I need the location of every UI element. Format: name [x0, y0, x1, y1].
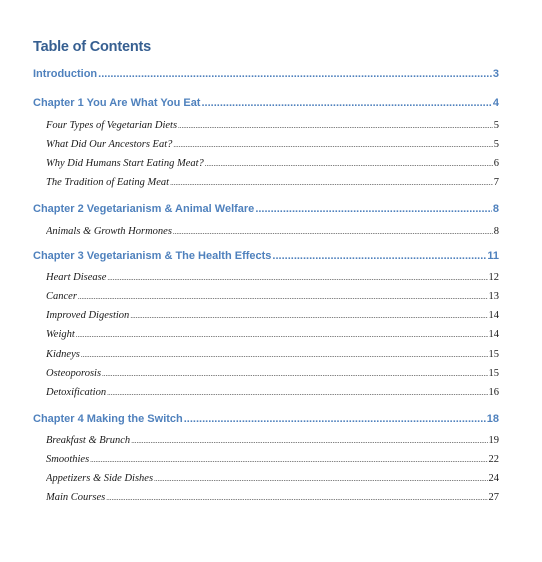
toc-entry-four-types[interactable]: [46, 120, 499, 131]
dot-leader: [81, 351, 488, 359]
toc-entry-label: Detoxification: [46, 387, 107, 398]
toc-page-number: 15: [488, 368, 499, 379]
toc-entry-label: Chapter 4 Making the Switch: [33, 413, 183, 425]
dot-leader: [107, 274, 487, 282]
toc-page-number: 4: [492, 97, 499, 109]
toc-entry-smoothies[interactable]: [46, 454, 499, 465]
toc-entry-label: Chapter 3 Vegetarianism & The Health Effects: [33, 250, 272, 262]
dot-leader: [130, 312, 487, 320]
toc-entry-label: Heart Disease: [46, 272, 107, 283]
toc-entry-label: Four Types of Vegetarian Diets: [46, 120, 178, 131]
toc-entry-breakfast[interactable]: [46, 435, 499, 446]
toc-page-number: 16: [488, 387, 499, 398]
toc-entry-heart-disease[interactable]: [46, 272, 499, 283]
toc-entry-appetizers[interactable]: [46, 473, 499, 484]
toc-entry-label: Animals & Growth Hormones: [46, 226, 172, 237]
toc-entry-label: Weight: [46, 329, 75, 340]
dot-leader: [272, 250, 486, 262]
toc-page-number: 11: [487, 250, 499, 262]
dot-leader: [76, 331, 488, 339]
toc-page-number: 8: [492, 203, 499, 215]
dot-leader: [205, 160, 493, 168]
dot-leader: [170, 179, 493, 187]
toc-page-number: 8: [493, 226, 499, 237]
toc-entry-weight[interactable]: [46, 329, 499, 340]
toc-page-number: 6: [493, 158, 499, 169]
dot-leader: [106, 494, 487, 502]
toc-entry-introduction[interactable]: [33, 68, 499, 80]
toc-entry-label: Main Courses: [46, 492, 106, 503]
toc-entry-tradition[interactable]: [46, 177, 499, 188]
toc-page-number: 5: [493, 120, 499, 131]
toc-entry-label: The Tradition of Eating Meat: [46, 177, 170, 188]
toc-entry-why-meat[interactable]: [46, 158, 499, 169]
toc-entry-kidneys[interactable]: [46, 349, 499, 360]
toc-page-number: 24: [488, 473, 499, 484]
toc-page-number: 19: [488, 435, 499, 446]
toc-entry-growth-hormones[interactable]: [46, 226, 499, 237]
dot-leader: [173, 141, 492, 149]
toc-entry-osteoporosis[interactable]: [46, 368, 499, 379]
dot-leader: [173, 228, 493, 236]
toc-page-number: 14: [488, 310, 499, 321]
toc-entry-label: Kidneys: [46, 349, 80, 360]
toc-page-number: 13: [488, 291, 499, 302]
toc-entry-main-courses[interactable]: [46, 492, 499, 503]
dot-leader: [90, 456, 487, 464]
toc-entry-label: Why Did Humans Start Eating Meat?: [46, 158, 204, 169]
toc-page-number: 3: [492, 68, 499, 80]
toc-page-number: 22: [488, 454, 499, 465]
toc-entry-label: Appetizers & Side Dishes: [46, 473, 154, 484]
toc-entry-chapter-4[interactable]: [33, 413, 499, 425]
toc-entry-chapter-3[interactable]: [33, 250, 499, 262]
toc-page-number: 15: [488, 349, 499, 360]
dot-leader: [154, 475, 487, 483]
toc-page-number: 18: [486, 413, 499, 425]
toc-entry-detoxification[interactable]: [46, 387, 499, 398]
toc-entry-chapter-1[interactable]: [33, 97, 499, 109]
toc-page-number: 27: [488, 492, 499, 503]
toc-page-number: 5: [493, 139, 499, 150]
toc-entry-chapter-2[interactable]: [33, 203, 499, 215]
toc-page-number: 7: [493, 177, 499, 188]
toc-entry-ancestors[interactable]: [46, 139, 499, 150]
toc-entry-label: What Did Our Ancestors Eat?: [46, 139, 173, 150]
dot-leader: [98, 68, 492, 80]
toc-entry-label: Chapter 1 You Are What You Eat: [33, 97, 201, 109]
toc-title: Table of Contents: [33, 39, 151, 55]
toc-entry-label: Introduction: [33, 68, 98, 80]
dot-leader: [107, 389, 487, 397]
dot-leader: [102, 370, 487, 378]
toc-entry-label: Improved Digestion: [46, 310, 130, 321]
toc-entry-label: Breakfast & Brunch: [46, 435, 131, 446]
dot-leader: [78, 293, 488, 301]
dot-leader: [131, 437, 487, 445]
toc-entry-label: Osteoporosis: [46, 368, 102, 379]
toc-entry-label: Smoothies: [46, 454, 90, 465]
toc-page-number: 14: [488, 329, 499, 340]
dot-leader: [201, 97, 491, 109]
dot-leader: [184, 413, 486, 425]
toc-entry-cancer[interactable]: [46, 291, 499, 302]
toc-entry-label: Chapter 2 Vegetarianism & Animal Welfare: [33, 203, 255, 215]
dot-leader: [255, 203, 492, 215]
toc-page-number: 12: [488, 272, 499, 283]
toc-entry-digestion[interactable]: [46, 310, 499, 321]
toc-entry-label: Cancer: [46, 291, 77, 302]
dot-leader: [178, 122, 493, 130]
